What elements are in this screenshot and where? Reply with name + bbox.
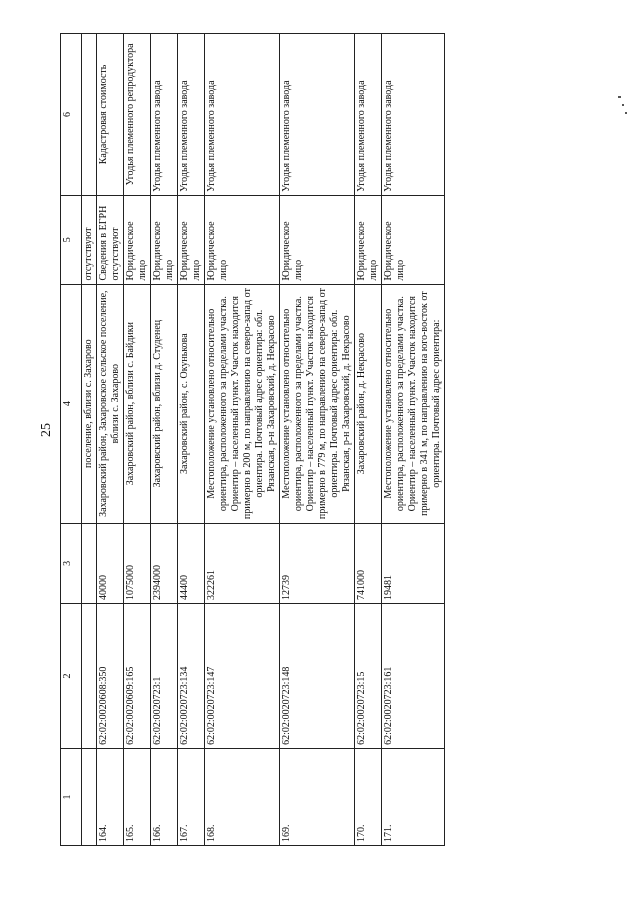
cell-area: 322261	[205, 523, 280, 603]
cell-note: Угодья племенного репродуктора	[124, 34, 151, 196]
cell-area: 1075000	[124, 523, 151, 603]
cell-note: Угодья племенного завода	[382, 34, 445, 196]
cell-num: 168.	[205, 748, 280, 845]
cell-num: 169.	[280, 748, 355, 845]
cell-location: Захаровский район, д. Некрасово	[355, 284, 382, 523]
cell-note: Угодья племенного завода	[205, 34, 280, 196]
table-row	[97, 34, 124, 846]
cell-location: Местоположение установлено относительно ориентира, расположенного за пределами участка. Ориентир – населенный пункт. Участок находится примерно в 200 м, по направлению на северо-запад от ориентира. Почтовый адрес ориентира: обл. Рязанская, р-н Захаровский, д. Некрасово	[205, 284, 280, 523]
cell-location: Захаровский район, вблизи с. Байдики	[124, 284, 151, 523]
cell-num: 170.	[355, 748, 382, 845]
cell-cadastral: 62:02:0020608:350	[97, 603, 124, 748]
table-row	[280, 34, 355, 846]
header-col-3: 3	[61, 523, 82, 603]
cell-area: 40000	[97, 523, 124, 603]
cell-cadastral: 62:02:0020723:148	[280, 603, 355, 748]
table-row	[355, 34, 382, 846]
cell-num: 167.	[178, 748, 205, 845]
table-row	[82, 34, 97, 846]
header-col-2: 2	[61, 603, 82, 748]
cell-owner: Юридическое лицо	[382, 195, 445, 284]
cell-area: 44400	[178, 523, 205, 603]
cell-cadastral	[82, 603, 97, 748]
header-col-5: 5	[61, 195, 82, 284]
cell-num: 171.	[382, 748, 445, 845]
cell-owner: Юридическое лицо	[355, 195, 382, 284]
cell-note	[82, 34, 97, 196]
cell-owner: Юридическое лицо	[280, 195, 355, 284]
cell-area	[82, 523, 97, 603]
cell-owner: отсутствуют	[82, 195, 97, 284]
cell-num: 166.	[151, 748, 178, 845]
scan-speck	[622, 104, 624, 106]
cell-location: Захаровский район, Захаровское сельское поселение, вблизи с. Захарово	[97, 284, 124, 523]
scan-speck	[618, 96, 621, 98]
cell-cadastral: 62:02:0020723:134	[178, 603, 205, 748]
cell-cadastral: 62:02:0020723:1	[151, 603, 178, 748]
cell-num	[82, 748, 97, 845]
cell-cadastral: 62:02:0020609:165	[124, 603, 151, 748]
page-number: 25	[39, 423, 54, 437]
cell-note: Кадастровая стоимость	[97, 34, 124, 196]
header-col-6: 6	[61, 34, 82, 196]
header-col-1: 1	[61, 748, 82, 845]
table-row	[205, 34, 280, 846]
cell-area: 741000	[355, 523, 382, 603]
table-row	[124, 34, 151, 846]
land-plots-table	[60, 33, 445, 846]
cell-location: Захаровский район, с. Окунькова	[178, 284, 205, 523]
cell-owner: Юридическое лицо	[124, 195, 151, 284]
cell-note: Угодья племенного завода	[151, 34, 178, 196]
table-row	[178, 34, 205, 846]
cell-location: Местоположение установлено относительно ориентира, расположенного за пределами участка. Ориентир – населенный пункт. Участок находится примерно в 341 м, по направлению на юго-восток от ориентира. Почтовый адрес ориентира:	[382, 284, 445, 523]
cell-cadastral: 62:02:0020723:15	[355, 603, 382, 748]
cell-num: 164.	[97, 748, 124, 845]
cell-note: Угодья племенного завода	[355, 34, 382, 196]
scan-speck	[625, 112, 627, 114]
land-plots-table-sheet	[60, 33, 522, 846]
cell-owner: Юридическое лицо	[205, 195, 280, 284]
cell-owner: Юридическое лицо	[151, 195, 178, 284]
table-body	[82, 34, 445, 846]
cell-note: Угодья племенного завода	[178, 34, 205, 196]
cell-owner: Сведения в ЕГРН отсутствуют	[97, 195, 124, 284]
cell-area: 12739	[280, 523, 355, 603]
cell-cadastral: 62:02:0020723:147	[205, 603, 280, 748]
cell-location: Захаровский район, вблизи д. Студенец	[151, 284, 178, 523]
table-header-row	[61, 34, 82, 846]
cell-note: Угодья племенного завода	[280, 34, 355, 196]
cell-location: поселение, вблизи с. Захарово	[82, 284, 97, 523]
cell-num: 165.	[124, 748, 151, 845]
table-row	[151, 34, 178, 846]
table-row	[382, 34, 445, 846]
cell-location: Местоположение установлено относительно ориентира, расположенного за пределами участка. Ориентир – населенный пункт. Участок находится примерно в 779 м, по направлению на северо-запад от ориентира. Почтовый адрес ориентира: обл. Рязанская, р-н Захаровский, д. Некрасово	[280, 284, 355, 523]
cell-cadastral: 62:02:0020723:161	[382, 603, 445, 748]
cell-area: 2394000	[151, 523, 178, 603]
cell-owner: Юридическое лицо	[178, 195, 205, 284]
header-col-4: 4	[61, 284, 82, 523]
cell-area: 19481	[382, 523, 445, 603]
